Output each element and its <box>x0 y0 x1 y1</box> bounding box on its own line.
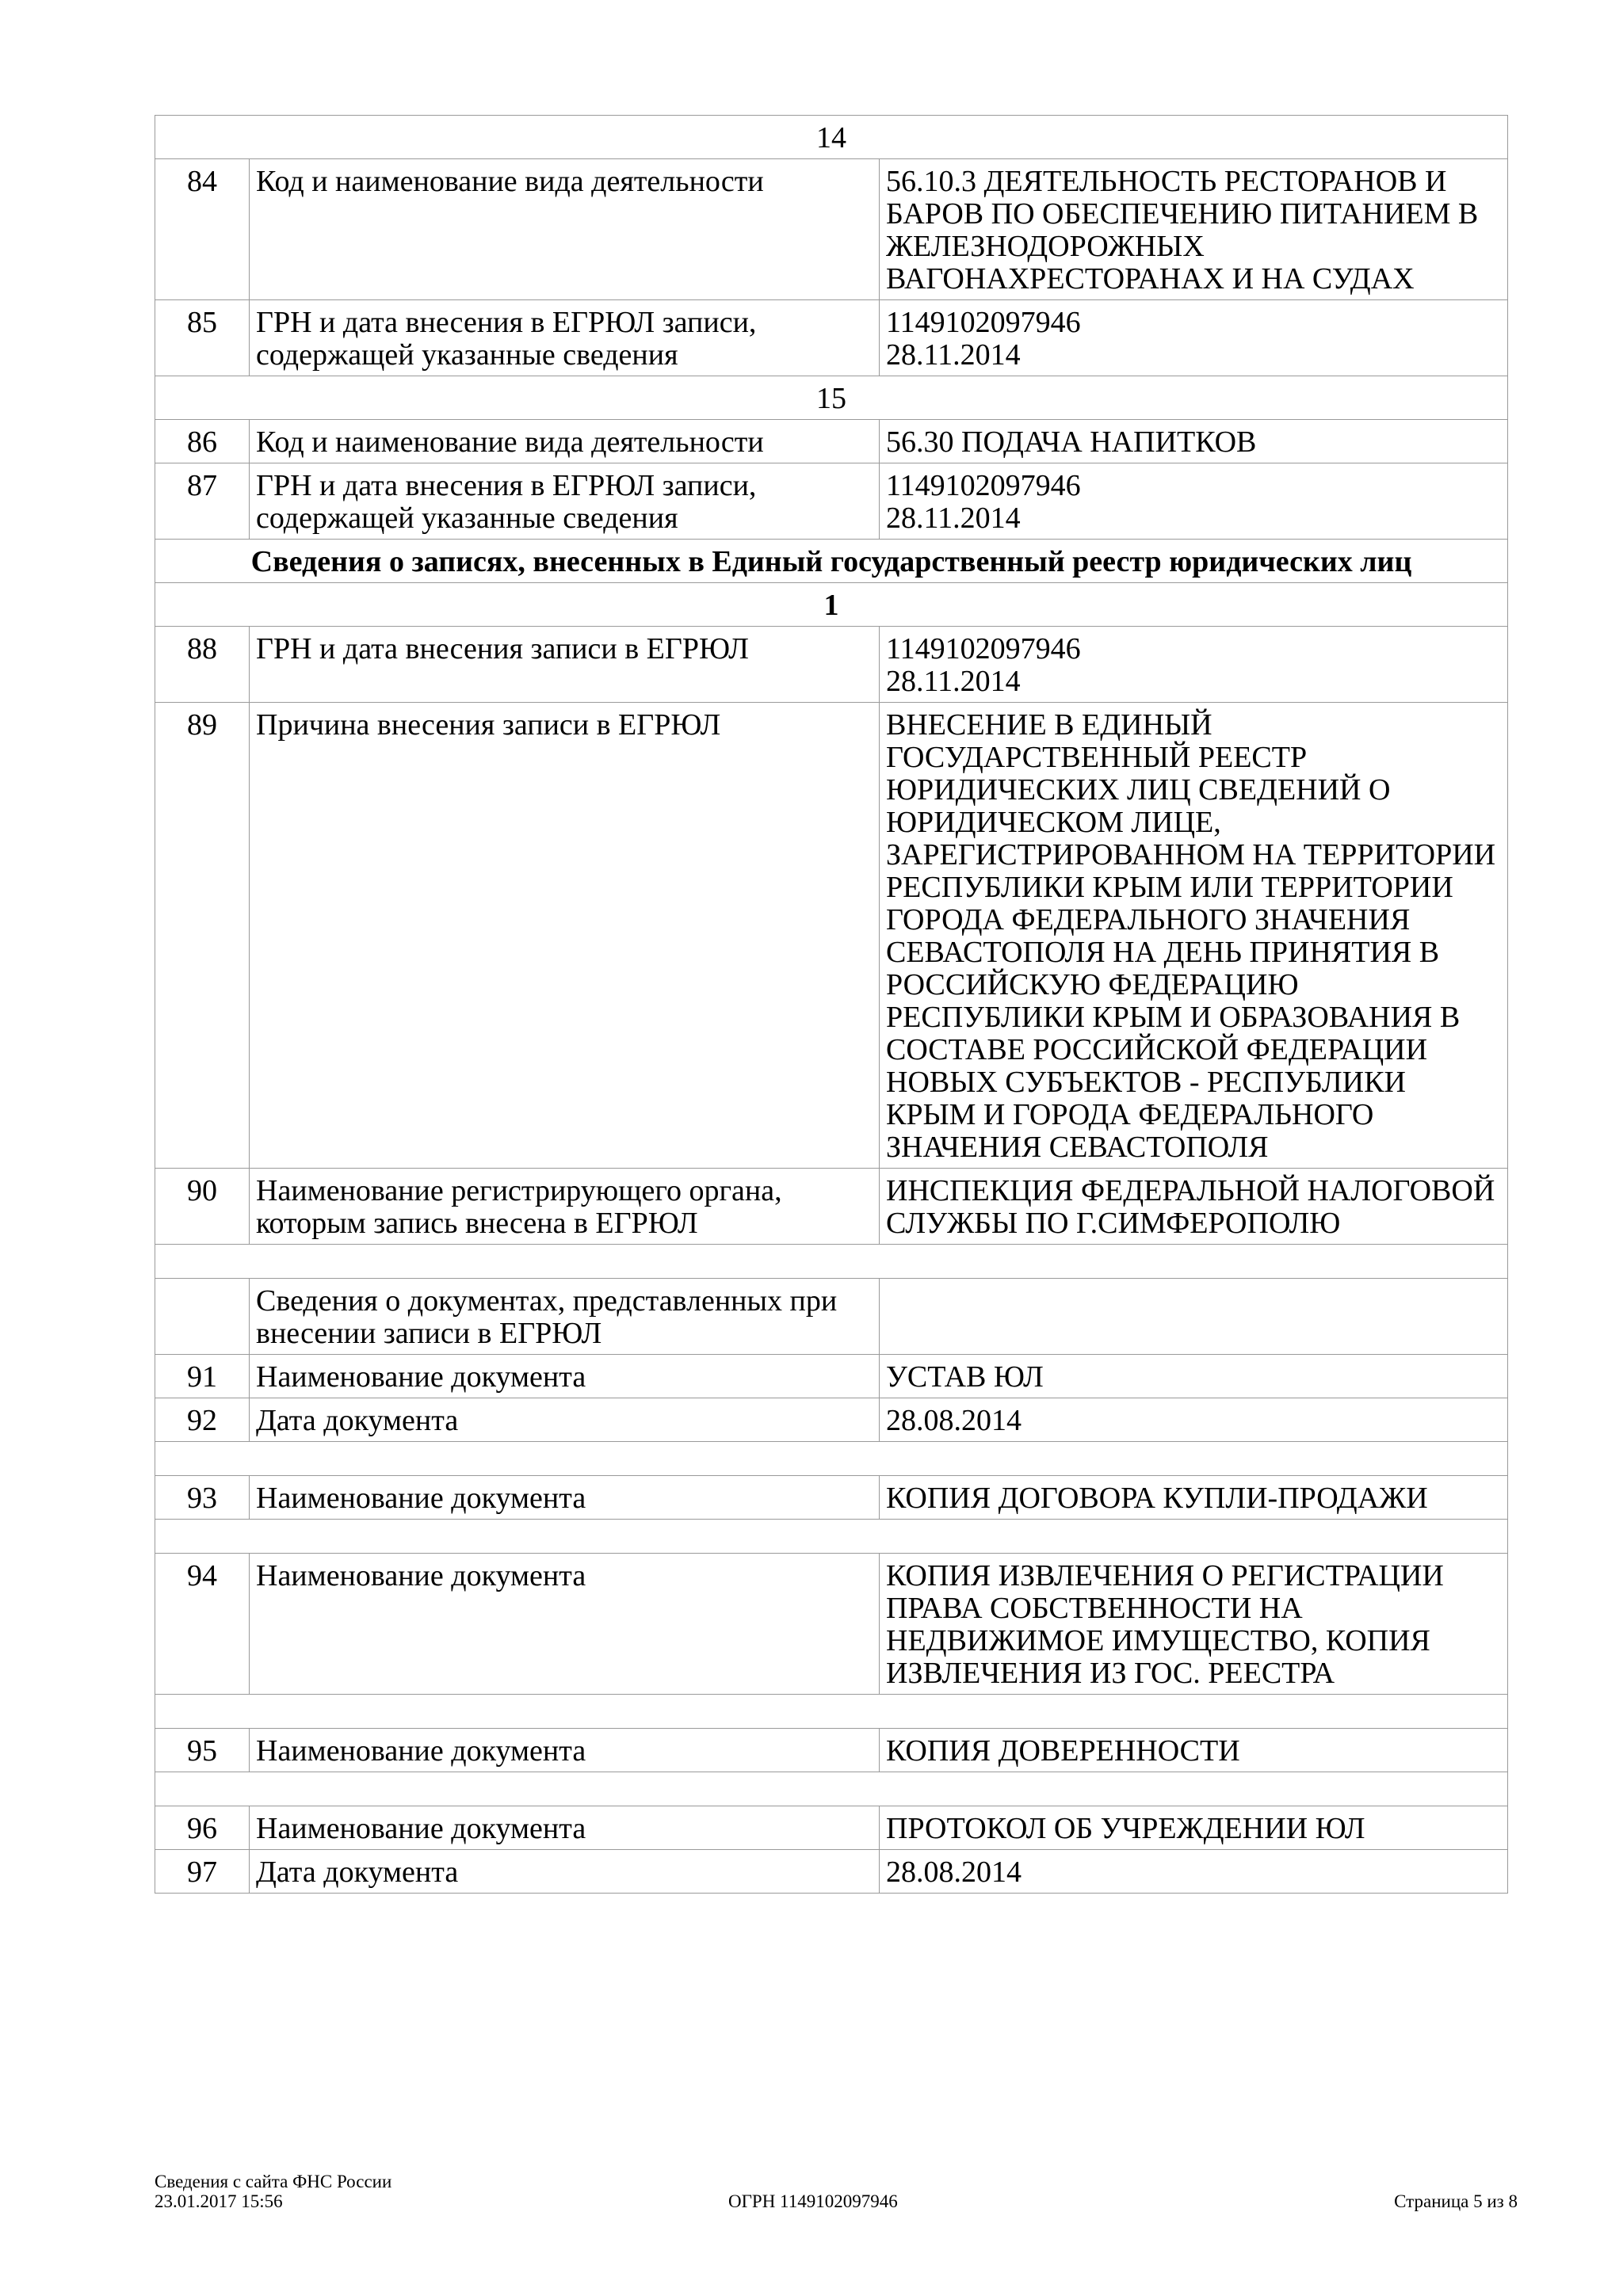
row-number: 96 <box>155 1806 250 1850</box>
table-row <box>155 1554 1508 1695</box>
field-value: ВНЕСЕНИЕ В ЕДИНЫЙ ГОСУДАРСТВЕННЫЙ РЕЕСТР ЮРИДИЧЕСКИХ ЛИЦ СВЕДЕНИЙ О ЮРИДИЧЕСКОМ ЛИЦЕ, ЗАРЕГИСТРИРОВАННОМ НА ТЕРРИТОРИИ РЕСПУБЛИКИ КРЫМ ИЛИ ТЕРРИТОРИИ ГОРОДА ФЕДЕРАЛЬНОГО ЗНАЧЕНИЯ СЕВАСТОПОЛЯ НА ДЕНЬ ПРИНЯТИЯ В РОССИЙСКУЮ ФЕДЕРАЦИЮ РЕСПУБЛИКИ КРЫМ И ОБРАЗОВАНИЯ В СОСТАВЕ РОССИЙСКОЙ ФЕДЕРАЦИИ НОВЫХ СУБЪЕКТОВ - РЕСПУБЛИКИ КРЫМ И ГОРОДА ФЕДЕРАЛЬНОГО ЗНАЧЕНИЯ СЕВАСТОПОЛЯ <box>880 703 1508 1169</box>
table-row <box>155 1476 1508 1520</box>
field-value: 56.10.3 ДЕЯТЕЛЬНОСТЬ РЕСТОРАНОВ И БАРОВ ПО ОБЕСПЕЧЕНИЮ ПИТАНИЕМ В ЖЕЛЕЗНОДОРОЖНЫХ ВАГОНАХРЕСТОРАНАХ И НА СУДАХ <box>880 159 1508 300</box>
spacer-row <box>155 1695 1508 1729</box>
row-number: 94 <box>155 1554 250 1695</box>
footer-ogrn: ОГРН 1149102097946 <box>728 2191 898 2211</box>
field-value: УСТАВ ЮЛ <box>880 1355 1508 1398</box>
section-heading: Сведения о записях, внесенных в Единый государственный реестр юридических лиц <box>155 540 1508 583</box>
spacer-row <box>155 1772 1508 1806</box>
field-value: 28.08.2014 <box>880 1850 1508 1894</box>
table-row <box>155 627 1508 703</box>
spacer-row <box>155 1442 1508 1476</box>
table-body <box>155 116 1508 1894</box>
field-label: Код и наименование вида деятельности <box>250 159 880 300</box>
spacer-cell <box>155 1442 1508 1476</box>
table-row <box>155 1806 1508 1850</box>
row-number: 95 <box>155 1729 250 1772</box>
field-label: Наименование документа <box>250 1554 880 1695</box>
row-number <box>155 1279 250 1355</box>
field-value: ПРОТОКОЛ ОБ УЧРЕЖДЕНИИ ЮЛ <box>880 1806 1508 1850</box>
field-label: Причина внесения записи в ЕГРЮЛ <box>250 703 880 1169</box>
table-row <box>155 1169 1508 1245</box>
field-label: ГРН и дата внесения в ЕГРЮЛ записи, содержащей указанные сведения <box>250 463 880 540</box>
section-heading: 1 <box>155 583 1508 627</box>
footer-datetime: 23.01.2017 15:56 <box>155 2191 283 2211</box>
table-row <box>155 1355 1508 1398</box>
section-number: 14 <box>155 116 1508 159</box>
table-row <box>155 1850 1508 1894</box>
field-label: Наименование документа <box>250 1476 880 1520</box>
table-row <box>155 300 1508 376</box>
field-label: Дата документа <box>250 1398 880 1442</box>
row-number: 93 <box>155 1476 250 1520</box>
field-label: Наименование документа <box>250 1729 880 1772</box>
section-heading-row <box>155 583 1508 627</box>
field-label: ГРН и дата внесения записи в ЕГРЮЛ <box>250 627 880 703</box>
spacer-cell <box>155 1245 1508 1279</box>
row-number: 84 <box>155 159 250 300</box>
row-number: 92 <box>155 1398 250 1442</box>
row-number: 89 <box>155 703 250 1169</box>
table-row <box>155 1729 1508 1772</box>
row-number: 87 <box>155 463 250 540</box>
row-number: 97 <box>155 1850 250 1894</box>
field-label: Код и наименование вида деятельности <box>250 420 880 463</box>
field-label: Наименование документа <box>250 1806 880 1850</box>
table-row <box>155 1398 1508 1442</box>
table-row <box>155 1279 1508 1355</box>
row-number: 90 <box>155 1169 250 1245</box>
field-value: ИНСПЕКЦИЯ ФЕДЕРАЛЬНОЙ НАЛОГОВОЙ СЛУЖБЫ ПО Г.СИМФЕРОПОЛЮ <box>880 1169 1508 1245</box>
table-row <box>155 463 1508 540</box>
field-label: Дата документа <box>250 1850 880 1894</box>
section-number-row <box>155 376 1508 420</box>
field-label: Наименование документа <box>250 1355 880 1398</box>
footer-source: Сведения с сайта ФНС России <box>155 2172 392 2191</box>
spacer-cell <box>155 1772 1508 1806</box>
field-value: 1149102097946 28.11.2014 <box>880 627 1508 703</box>
row-number: 88 <box>155 627 250 703</box>
field-value: КОПИЯ ИЗВЛЕЧЕНИЯ О РЕГИСТРАЦИИ ПРАВА СОБСТВЕННОСТИ НА НЕДВИЖИМОЕ ИМУЩЕСТВО, КОПИЯ ИЗВЛЕЧЕНИЯ ИЗ ГОС. РЕЕСТРА <box>880 1554 1508 1695</box>
spacer-cell <box>155 1695 1508 1729</box>
field-label: Наименование регистрирующего органа, которым запись внесена в ЕГРЮЛ <box>250 1169 880 1245</box>
footer-page-number: Страница 5 из 8 <box>1394 2191 1518 2211</box>
section-heading-row <box>155 540 1508 583</box>
spacer-row <box>155 1520 1508 1554</box>
field-value: КОПИЯ ДОГОВОРА КУПЛИ-ПРОДАЖИ <box>880 1476 1508 1520</box>
section-number: 15 <box>155 376 1508 420</box>
field-value: КОПИЯ ДОВЕРЕННОСТИ <box>880 1729 1508 1772</box>
row-number: 86 <box>155 420 250 463</box>
spacer-cell <box>155 1520 1508 1554</box>
row-number: 85 <box>155 300 250 376</box>
spacer-row <box>155 1245 1508 1279</box>
table-row <box>155 420 1508 463</box>
field-label: Сведения о документах, представленных при внесении записи в ЕГРЮЛ <box>250 1279 880 1355</box>
field-value: 1149102097946 28.11.2014 <box>880 300 1508 376</box>
table-row <box>155 159 1508 300</box>
field-value: 28.08.2014 <box>880 1398 1508 1442</box>
field-value: 56.30 ПОДАЧА НАПИТКОВ <box>880 420 1508 463</box>
field-value: 1149102097946 28.11.2014 <box>880 463 1508 540</box>
row-number: 91 <box>155 1355 250 1398</box>
table-row <box>155 703 1508 1169</box>
section-number-row <box>155 116 1508 159</box>
field-value <box>880 1279 1508 1355</box>
egrul-extract-table <box>155 115 1508 1894</box>
field-label: ГРН и дата внесения в ЕГРЮЛ записи, содержащей указанные сведения <box>250 300 880 376</box>
